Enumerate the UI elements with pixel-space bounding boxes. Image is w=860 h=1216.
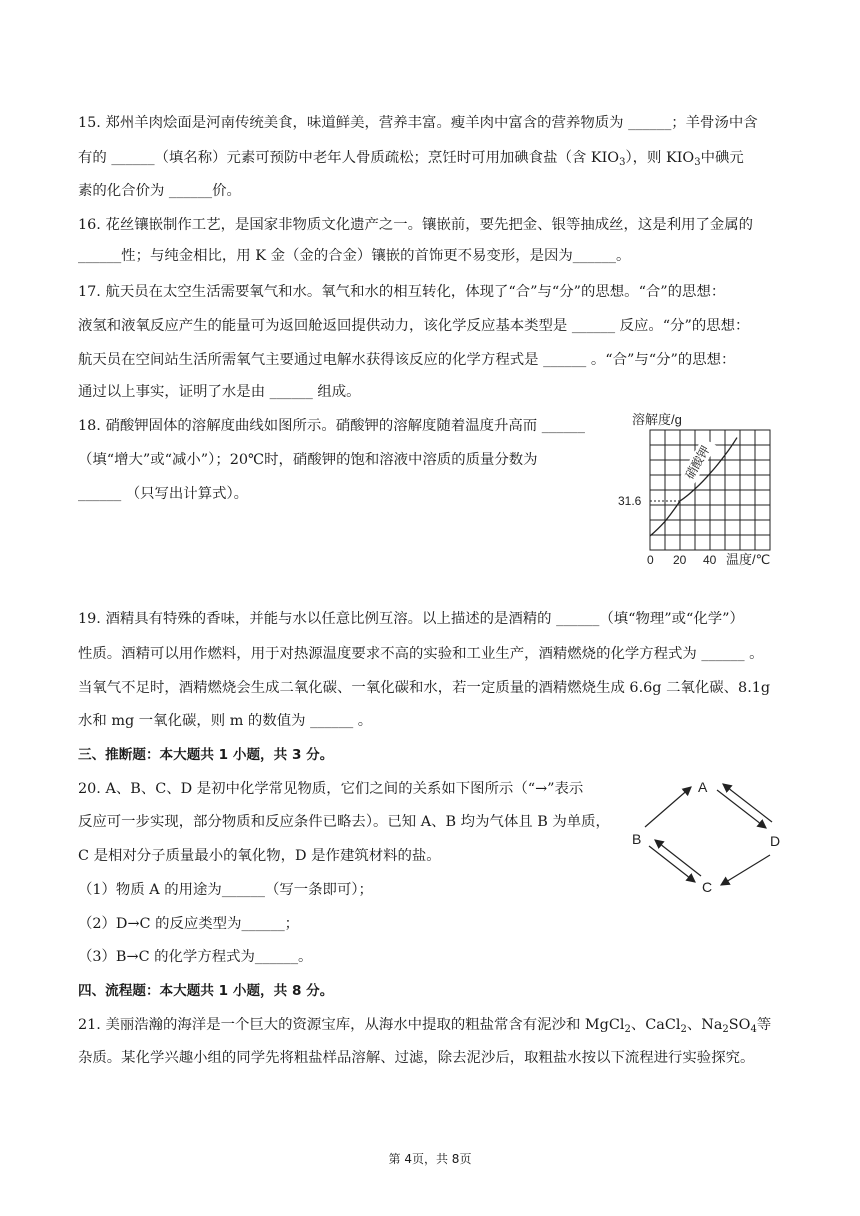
x-tick-20: 20 xyxy=(673,553,687,567)
q21-text-d: SO xyxy=(728,1017,751,1033)
q20-line-3: C 是相对分子质量最小的氧化物，D 是作建筑材料的盐。 xyxy=(78,848,441,864)
q15-line-3: 素的化合价为 ______价。 xyxy=(78,183,241,199)
q18-line-3: ______ （只写出计算式）。 xyxy=(78,486,249,502)
q17-line-3: 航天员在空间站生活所需氧气主要通过电解水获得该反应的化学方程式是 ______ 。“合”与“分”的思想： xyxy=(78,352,736,368)
q18-line-1: 18. 硝酸钾固体的溶解度曲线如图所示。硝酸钾的溶解度随着温度升高而 ______ xyxy=(78,418,585,434)
q19-line-4: 水和 mg 一氧化碳，则 m 的数值为 ______ 。 xyxy=(78,713,373,729)
curve-label: 硝酸钾 xyxy=(682,443,713,482)
section-3-title: 三、推断题：本大题共 1 小题，共 3 分。 xyxy=(78,747,334,763)
q15-line-2 xyxy=(78,148,744,168)
arrow-b-to-c xyxy=(649,846,695,882)
y-axis-label: 溶解度/g xyxy=(632,412,682,427)
arrow-d-to-c xyxy=(721,855,770,885)
q21-sub-a: 2 xyxy=(624,1024,631,1035)
q15-line-2-end: 中碘元 xyxy=(700,150,744,166)
node-b: B xyxy=(632,831,642,847)
q19-line-1: 19. 酒精具有特殊的香味，并能与水以任意比例互溶。以上描述的是酒精的 ______（填“物理”或“化学”） xyxy=(78,611,744,627)
q21-text-a: 21. 美丽浩瀚的海洋是一个巨大的资源宝库，从海水中提取的粗盐常含有泥沙和 MgCl xyxy=(78,1017,625,1033)
q15-sub-1: 3 xyxy=(619,157,626,168)
q21-sub-c: 2 xyxy=(722,1024,729,1035)
q21-text-b: 、CaCl xyxy=(630,1017,681,1033)
q21-line-2: 杂质。某化学兴趣小组的同学先将粗盐样品溶解、过滤，除去泥沙后，取粗盐水按以下流程进行实验探究。 xyxy=(78,1050,755,1066)
q20-sub-1: （1）物质 A 的用途为______（写一条即可）； xyxy=(78,882,373,898)
node-c: C xyxy=(702,879,713,895)
q20-line-2: 反应可一步实现，部分物质和反应条件已略去）。已知 A、B 均为气体且 B 为单质， xyxy=(78,814,610,830)
x-tick-0: 0 xyxy=(647,553,654,567)
x-axis-label: 温度/℃ xyxy=(726,552,771,567)
q17-line-2: 液氢和液氧反应产生的能量可为返回舱返回提供动力，该化学反应基本类型是 ______ 反应。“分”的思想： xyxy=(78,318,750,334)
arrow-b-to-a xyxy=(645,787,691,827)
q15-sub-2: 3 xyxy=(694,157,701,168)
q16-line-2: ______性；与纯金相比，用 K 金（金的合金）镶嵌的首饰更不易变形，是因为______。 xyxy=(78,248,631,264)
q20-line-1: 20. A、B、C、D 是初中化学常见物质，它们之间的关系如下图所示（“→”表示 xyxy=(78,781,584,797)
solubility-chart xyxy=(610,408,790,570)
x-tick-40: 40 xyxy=(703,553,717,567)
section-4-title: 四、流程题：本大题共 1 小题，共 8 分。 xyxy=(78,983,334,999)
page-footer: 第 4页，共 8页 xyxy=(388,1152,472,1166)
q20-sub-2: （2）D→C 的反应类型为______； xyxy=(78,916,300,932)
y-tick-31-6: 31.6 xyxy=(618,494,642,508)
q16-line-1: 16. 花丝镶嵌制作工艺，是国家非物质文化遗产之一。镶嵌前，要先把金、银等抽成丝，这是利用了金属的 xyxy=(78,217,754,233)
q19-line-3: 当氧气不足时，酒精燃烧会生成二氧化碳、一氧化碳和水，若一定质量的酒精燃烧生成 6.6g 二氧化碳、8.1g xyxy=(78,680,771,696)
node-a: A xyxy=(698,779,708,795)
relation-diagram xyxy=(625,775,795,900)
q17-line-1: 17. 航天员在太空生活需要氧气和水。氧气和水的相互转化，体现了“合”与“分”的思想。“合”的思想： xyxy=(78,284,726,300)
q21-line-1 xyxy=(78,1015,771,1035)
arrow-c-to-b xyxy=(655,840,701,876)
node-d: D xyxy=(770,833,781,849)
q21-text-c: 、Na xyxy=(686,1017,723,1033)
q17-line-4: 通过以上事实，证明了水是由 ______ 组成。 xyxy=(78,384,361,400)
arrow-a-to-d xyxy=(717,790,766,828)
q15-line-2-mid: ），则 KIO xyxy=(625,150,695,166)
q18-line-2: （填“增大”或“减小”）；20℃时，硝酸钾的饱和溶液中溶质的质量分数为 xyxy=(78,452,538,468)
q21-text-e: 等 xyxy=(756,1017,772,1033)
q20-sub-3: （3）B→C 的化学方程式为______。 xyxy=(78,949,313,965)
arrow-d-to-a xyxy=(723,784,772,822)
q21-sub-b: 2 xyxy=(680,1024,687,1035)
q15-line-2-text: 有的 ______（填名称）元素可预防中老年人骨质疏松；烹饪时可用加碘食盐（含 KIO xyxy=(78,150,620,166)
q15-line-1: 15. 郑州羊肉烩面是河南传统美食，味道鲜美，营养丰富。瘦羊肉中富含的营养物质为 ______；羊骨汤中含 xyxy=(78,115,758,131)
q21-sub-d: 4 xyxy=(750,1024,757,1035)
kno3-curve xyxy=(650,438,737,536)
q19-line-2: 性质。酒精可以用作燃料，用于对热源温度要求不高的实验和工业生产，酒精燃烧的化学方程式为 ______ 。 xyxy=(78,646,764,662)
